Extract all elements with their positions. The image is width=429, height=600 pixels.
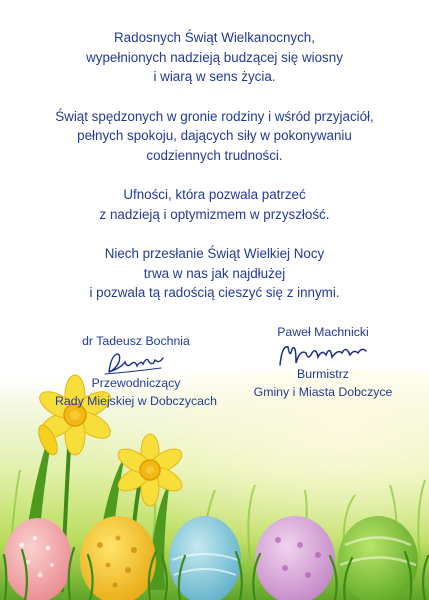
greeting-line: Ufności, która pozwala patrzeć xyxy=(123,187,306,202)
signatory-organization: Gminy i Miasta Dobczyce xyxy=(253,385,393,399)
egg-violet xyxy=(255,516,335,600)
signatory-organization: Rady Miejskiej w Dobczycach xyxy=(55,394,217,408)
egg-green xyxy=(338,516,418,600)
greeting-line: Radosnych Świąt Wielkanocnych, xyxy=(114,30,315,45)
greeting-line: pełnych spokoju, dających siły w pokonywaniu xyxy=(77,128,352,143)
greeting-line: i pozwala tą radością cieszyć się z innymi. xyxy=(89,285,340,300)
signatory-role: Przewodniczący xyxy=(91,376,181,390)
egg-pink xyxy=(4,518,72,600)
greeting-line: codziennych trudności. xyxy=(146,147,283,163)
signatory-role: Burmistrz xyxy=(297,367,349,381)
greeting-line: Świąt spędzonych w gronie rodziny i wśród przyjaciół, xyxy=(55,108,374,124)
greeting-line: Niech przesłanie Świąt Wielkiej Nocy xyxy=(104,246,325,261)
greeting-line: trwa w nas jak najdłużej xyxy=(143,265,286,281)
greeting-line: z nadzieją i optymizmem w przyszłość. xyxy=(99,206,330,222)
signatory-name: Paweł Machnicki xyxy=(277,325,369,339)
greeting-line: i wiarą w sens życia. xyxy=(153,69,276,84)
signatory-right xyxy=(238,323,408,401)
signatory-left xyxy=(52,332,220,410)
signatory-name: dr Tadeusz Bochnia xyxy=(82,334,190,348)
greeting-line: wypełnionych nadzieją budzącej się wiosny xyxy=(86,49,343,65)
